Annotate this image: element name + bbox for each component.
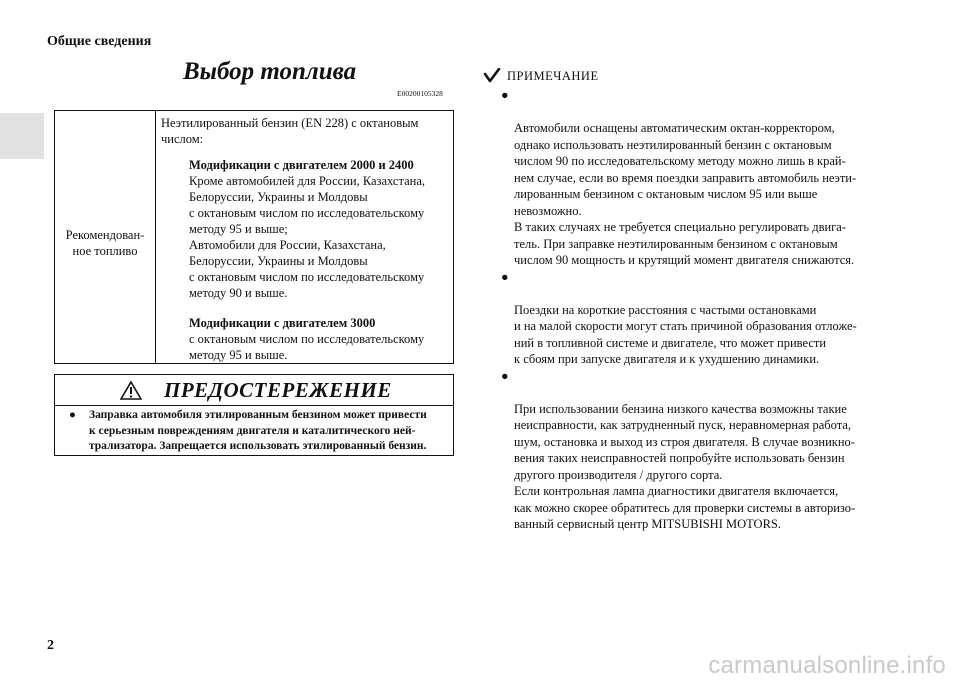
page-number: 2 <box>47 638 54 653</box>
watermark: carmanualsonline.info <box>708 652 946 679</box>
warning-item <box>69 408 447 452</box>
modification-title: Модификации с двигателем 2000 и 2400 <box>189 158 414 172</box>
fuel-table-label-cell <box>55 111 156 363</box>
fuel-intro-line: Неэтилированный бензин (EN 228) с октановым <box>161 116 419 130</box>
note-header <box>483 67 923 87</box>
fuel-table-value-cell <box>156 111 453 363</box>
modification-line: методу 90 и выше. <box>189 286 288 300</box>
modification-line: с октановым числом по исследовательскому <box>189 206 425 220</box>
bullet-icon: ● <box>501 269 509 284</box>
fuel-table <box>54 110 454 364</box>
note-item-text: При использовании бензина низкого качества возможны такие неисправности, как затрудненный пуск, неравномерная работа, шум, остановка и выход из строя двигателя. В случае возникно- вения таких неисправностей попробуйте использовать бензин другого производителя / другого сорта. Если контрольная лампа диагностики двигателя включается, как можно скорее обратитесь для проверки системы в авторизо- ванный сервисный центр MITSUBISHI MOTORS. <box>514 401 856 531</box>
fuel-table-label: Рекомендован- ное топливо <box>65 228 145 258</box>
note-item-text: Автомобили оснащены автоматическим октан-корректором, однако использовать неэтилированный бензин с октановым числом 90 по исследовательскому методу можно лишь в край- нем случае, если во время поездки заправить автомобиль неэти- лированным бензином с октановым числом 95 или выше невозможно. В таких случаях не требуется специально регулировать двига- тель. При заправке неэтилированным бензином с октановым числом 90 мощность и крутящий момент двигателя снижаются. <box>514 121 857 267</box>
note-item <box>483 87 923 269</box>
section-side-tab <box>0 113 44 159</box>
modification-line: Автомобили для России, Казахстана, <box>189 238 386 252</box>
modification-line: методу 95 и выше. <box>189 348 288 362</box>
section-header: Общие сведения <box>47 34 152 49</box>
warning-triangle-icon <box>120 381 142 400</box>
note-item <box>483 368 923 533</box>
note-section <box>483 67 923 533</box>
note-item-text: Поездки на короткие расстояния с частыми остановками и на малой скорости могут стать причиной образования отложе- ний в топливной системе и двигателе, что может привести к сбоям при запуске двигателя и к ухудшению динамики. <box>514 302 857 366</box>
modification-line: Белоруссии, Украины и Молдовы <box>189 190 368 204</box>
page-title: Выбор топлива <box>183 58 357 85</box>
warning-text: Заправка автомобиля этилированным бензином может привести к серьезным повреждениям двигателя и каталитического ней- трализатора. Запрещается использовать этилированный бензин. <box>89 409 427 452</box>
modification-line: с октановым числом по исследовательскому <box>189 332 425 346</box>
warning-header <box>55 375 453 406</box>
modification-line: Кроме автомобилей для России, Казахстана, <box>189 174 426 188</box>
modification-line: методу 95 и выше; <box>189 222 288 236</box>
note-title: ПРИМЕЧАНИЕ <box>507 69 599 83</box>
modification-title: Модификации с двигателем 3000 <box>189 316 376 330</box>
warning-box <box>54 374 454 456</box>
bullet-icon: ● <box>69 409 76 421</box>
modification-line: Белоруссии, Украины и Молдовы <box>189 254 368 268</box>
note-check-icon <box>483 68 501 83</box>
modification-line: с октановым числом по исследовательскому <box>189 270 425 284</box>
fuel-intro-line: числом: <box>161 132 204 146</box>
document-code: E00200105328 <box>397 89 443 98</box>
note-item <box>483 269 923 368</box>
bullet-icon: ● <box>501 88 509 102</box>
bullet-icon: ● <box>501 368 509 383</box>
warning-title: ПРЕДОСТЕРЕЖЕНИЕ <box>164 378 392 402</box>
